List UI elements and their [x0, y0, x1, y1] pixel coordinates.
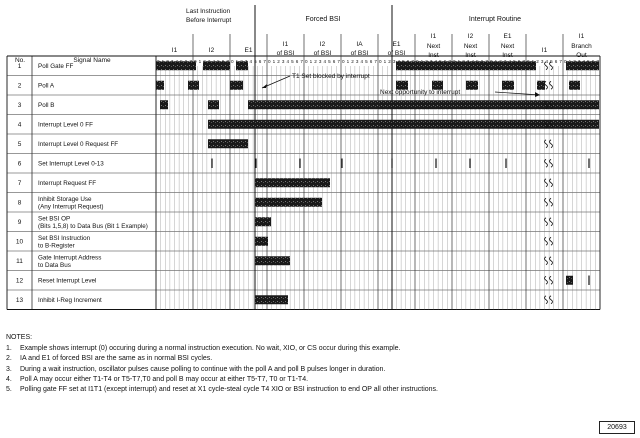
signal-bar [566, 276, 573, 285]
break-mark [550, 159, 553, 167]
annotation-arrowhead [262, 84, 267, 88]
tick-label: 1 [346, 59, 350, 64]
signal-bar [208, 120, 599, 129]
tick-label: 0 [305, 59, 308, 64]
tick-label: 6 [517, 59, 521, 64]
tick-label: 5 [254, 59, 257, 64]
cycle-label: E1 [392, 41, 401, 48]
tick-label: 5 [291, 59, 294, 64]
tick-label: 1 [494, 59, 498, 64]
tick-label: 7 [263, 59, 266, 64]
signal-bar [255, 178, 330, 187]
tick-label: 3 [429, 59, 433, 64]
tick-label: 4 [249, 59, 253, 64]
tick-label: 3 [170, 59, 174, 64]
tick-label: 4 [545, 59, 549, 64]
tick-label: 6 [554, 59, 558, 64]
tick-label: 5 [439, 59, 442, 64]
tick-label: 5 [513, 59, 516, 64]
cycle-label: Inst [502, 52, 513, 59]
cycle-label: of BSI [350, 50, 369, 57]
break-mark [545, 159, 548, 167]
tick-label: 6 [480, 59, 484, 64]
note-item: 3. During a wait instruction, oscillator pulses cause polling to continue with the poll A and poll B pulses longer in duration. [6, 365, 386, 373]
cycle-label: I1 [171, 47, 178, 54]
tick-label: 2 [462, 59, 465, 64]
tick-label: 5 [217, 59, 220, 64]
tick-label: 0 [453, 59, 456, 64]
signal-bar [208, 100, 219, 109]
row-number: 2 [17, 82, 22, 90]
note-text: IA and E1 of forced BSI are the same as in normal BSI cycles. [20, 355, 213, 363]
row-number: 10 [15, 238, 24, 246]
signal-name: (Any Interrupt Request) [38, 203, 104, 211]
tick-label: 7 [411, 59, 414, 64]
signal-name: to B-Register [38, 242, 75, 250]
tick-label: 2 [203, 59, 206, 64]
tick-label: 3 [207, 59, 211, 64]
tick-label: 6 [184, 59, 188, 64]
tick-label: 7 [300, 59, 303, 64]
signal-name: Inhibit Storage Use [38, 196, 92, 203]
note-text: Example shows interrupt (0) occuring during a normal instruction execution. No wait, XIO, or CS occur during this example. [20, 345, 401, 353]
row-number: 6 [17, 160, 22, 168]
cycle-label: I1 [282, 41, 289, 48]
tick-label: 0 [490, 59, 493, 64]
signal-name: Interrupt Request FF [38, 179, 97, 187]
break-mark [545, 179, 548, 187]
tick-label: 5 [587, 59, 590, 64]
break-mark [545, 198, 548, 206]
tick-label: 4 [175, 59, 179, 64]
signal-name: Set Interrupt Level 0-13 [38, 160, 104, 168]
signal-bar [255, 237, 268, 246]
annotation-arrowhead [535, 92, 540, 97]
tick-label: 4 [508, 59, 512, 64]
note-item: 2. IA and E1 of forced BSI are the same as in normal BSI cycles. [6, 355, 213, 363]
signal-bar [255, 217, 271, 226]
tick-label: 3 [244, 59, 248, 64]
tick-label: 0 [527, 59, 530, 64]
cycle-label: E1 [503, 33, 512, 40]
tick-label: 3 [577, 59, 581, 64]
signal-name: Poll Gate FF [38, 62, 74, 70]
tick-label: 5 [550, 59, 553, 64]
tick-label: 2 [240, 59, 243, 64]
tick-label: 1 [420, 59, 424, 64]
tick-label: 0 [231, 59, 234, 64]
break-mark [550, 218, 553, 226]
tick-label: 1 [568, 59, 572, 64]
tick-label: 7 [189, 59, 192, 64]
signal-bar [466, 81, 478, 90]
tick-label: 2 [314, 59, 317, 64]
signal-bar [188, 81, 199, 90]
tick-label: 7 [337, 59, 340, 64]
notes-section [6, 334, 566, 396]
tick-label: 1 [272, 59, 276, 64]
tick-label: 7 [522, 59, 525, 64]
cycle-label: I2 [467, 33, 474, 40]
tick-label: 7 [448, 59, 451, 64]
group-label: Before Interrupt [186, 17, 232, 24]
break-mark [550, 237, 553, 245]
cycle-label: I1 [578, 33, 585, 40]
row-number: 9 [17, 218, 22, 226]
tick-label: 7 [485, 59, 488, 64]
cycle-label: I1 [541, 47, 548, 54]
signal-bar [160, 100, 168, 109]
row-number: 13 [15, 296, 24, 304]
tick-label: 3 [503, 59, 507, 64]
tick-label: 4 [434, 59, 438, 64]
tick-label: 3 [540, 59, 544, 64]
tick-label: 0 [157, 59, 160, 64]
tick-label: 2 [277, 59, 280, 64]
tick-label: 2 [425, 59, 428, 64]
signal-name: Reset Interrupt Level [38, 277, 97, 285]
cycle-label: E1 [244, 47, 253, 54]
tick-label: 2 [166, 59, 169, 64]
row-number: 3 [17, 101, 22, 109]
break-mark [550, 276, 553, 284]
row-number: 8 [17, 199, 22, 207]
tick-label: 1 [309, 59, 313, 64]
tick-label: 2 [536, 59, 539, 64]
cycle-label: Inst [465, 52, 476, 59]
tick-label: 4 [582, 59, 586, 64]
tick-label: 4 [323, 59, 327, 64]
break-mark [550, 198, 553, 206]
cycle-label: of BSI [387, 50, 406, 57]
cycle-label: of BSI [276, 50, 295, 57]
cycle-label: Out [576, 52, 587, 59]
signal-bar [569, 81, 580, 90]
tick-label: 4 [397, 59, 401, 64]
tick-label: 6 [406, 59, 410, 64]
tick-label: 1 [198, 59, 202, 64]
signal-bar [208, 139, 248, 148]
signal-name: (Bits 1,5,8) to Data Bus (Bit 1 Example) [38, 223, 148, 230]
signal-bar [156, 81, 164, 90]
tick-label: 6 [258, 59, 262, 64]
tick-label: 3 [392, 59, 396, 64]
signal-bar [537, 81, 545, 90]
break-mark [545, 140, 548, 148]
tick-label: 5 [365, 59, 368, 64]
signal-bar [230, 81, 243, 90]
note-item: 1. Example shows interrupt (0) occuring during a normal instruction execution. No wait, XIO, or CS occur during this example. [6, 345, 401, 353]
tick-label: 5 [180, 59, 183, 64]
cycle-label: Next [500, 43, 515, 50]
note-item: 4. Poll A may occur either T1-T4 or T5-T7,T0 and poll B may occur at either T5-T7, T0 or T1-T4. [6, 375, 309, 383]
tick-label: 2 [351, 59, 354, 64]
group-label: Interrupt Routine [468, 16, 522, 23]
tick-label: 4 [471, 59, 475, 64]
document-number: 20693 [599, 421, 635, 434]
row-number: 5 [17, 140, 22, 148]
tick-label: 3 [318, 59, 322, 64]
cycle-label: of BSI [313, 50, 332, 57]
annotation-label: Next opportunity to interrupt [380, 89, 461, 96]
tick-label: 7 [559, 59, 562, 64]
signal-bar [255, 198, 322, 207]
tick-label: 7 [226, 59, 229, 64]
signal-name: Set BSI OP [38, 215, 71, 223]
tick-label: 6 [221, 59, 225, 64]
signal-name: Interrupt Level 0 Request FF [38, 140, 119, 148]
tick-label: 4 [286, 59, 290, 64]
tick-label: 0 [379, 59, 382, 64]
signal-name: Poll A [38, 82, 55, 90]
break-mark [545, 257, 548, 265]
cycle-label: Next [463, 43, 478, 50]
cycle-label: Inst [428, 52, 439, 59]
row-number: 12 [15, 277, 24, 285]
note-text: Polling gate FF set at I1T1 (except interrupt) and reset at X1 cycle-steal cycle T4 XIO or BSI instruction to end OP all other instructions. [20, 386, 438, 394]
tick-label: 3 [281, 59, 285, 64]
signal-name: Gate Interrupt Address [38, 254, 102, 262]
tick-label: 6 [443, 59, 447, 64]
break-mark [550, 296, 553, 304]
tick-label: 1 [531, 59, 535, 64]
tick-label: 5 [402, 59, 405, 64]
group-label: Last Instruction [186, 8, 231, 15]
tick-label: 0 [564, 59, 567, 64]
signal-bar [502, 81, 514, 90]
tick-label: 4 [360, 59, 364, 64]
cycle-label: Next [426, 43, 441, 50]
signal-name: Set BSI Instruction [38, 235, 91, 242]
row-number: 11 [16, 257, 23, 265]
tick-label: 0 [268, 59, 271, 64]
break-mark [545, 237, 548, 245]
tick-label: 6 [369, 59, 373, 64]
tick-label: 7 [374, 59, 377, 64]
row-number: 4 [17, 121, 22, 129]
row-number: 1 [17, 62, 22, 70]
cycle-label: I1 [430, 33, 437, 40]
tick-label: 1 [235, 59, 239, 64]
cycle-label: I2 [319, 41, 326, 48]
break-mark [550, 81, 553, 89]
header-no: No. [14, 57, 26, 64]
break-mark [550, 140, 553, 148]
break-mark [545, 276, 548, 284]
annotation-label: T1 Set blocked by interrupt [292, 73, 370, 80]
tick-label: 0 [194, 59, 197, 64]
tick-label: 2 [499, 59, 502, 64]
break-mark [550, 257, 553, 265]
tick-label: 6 [591, 59, 595, 64]
tick-label: 5 [328, 59, 331, 64]
cycle-label: IA [356, 41, 363, 48]
notes-title: NOTES: [6, 334, 33, 341]
break-mark [545, 296, 548, 304]
tick-label: 0 [342, 59, 345, 64]
tick-label: 1 [161, 59, 165, 64]
signal-name: Inhibit I-Reg Increment [38, 296, 102, 304]
note-item: 5. Polling gate FF set at I1T1 (except interrupt) and reset at X1 cycle-steal cycle T4 XIO or BSI instruction to end OP all other instructions. [6, 386, 438, 394]
annotation-arrow [495, 92, 540, 95]
break-mark [545, 218, 548, 226]
tick-label: 3 [466, 59, 470, 64]
tick-label: 5 [476, 59, 479, 64]
break-mark [550, 179, 553, 187]
cycle-label: Branch [571, 43, 592, 50]
row-number: 7 [17, 179, 22, 187]
signal-name: Interrupt Level 0 FF [38, 121, 93, 129]
signal-name: Poll B [38, 101, 55, 109]
signal-bar [255, 295, 288, 304]
tick-label: 1 [457, 59, 461, 64]
note-text: During a wait instruction, oscillator pulses cause polling to continue with the poll A and poll B pulses longer in duration. [20, 365, 386, 373]
cycle-label: I2 [208, 47, 215, 54]
tick-label: 6 [295, 59, 299, 64]
signal-bar [255, 256, 290, 265]
header-signal-name: Signal Name [73, 57, 111, 64]
tick-label: 7 [596, 59, 599, 64]
tick-label: 6 [332, 59, 336, 64]
tick-label: 0 [416, 59, 419, 64]
group-label: Forced BSI [305, 16, 341, 23]
tick-label: 2 [388, 59, 391, 64]
tick-label: 3 [355, 59, 359, 64]
tick-label: 4 [212, 59, 216, 64]
tick-label: 2 [573, 59, 576, 64]
note-text: Poll A may occur either T1-T4 or T5-T7,T0 and poll B may occur at either T5-T7, T0 or T1-T4. [20, 375, 309, 383]
signal-name: to Data Bus [38, 262, 71, 269]
tick-label: 1 [383, 59, 387, 64]
